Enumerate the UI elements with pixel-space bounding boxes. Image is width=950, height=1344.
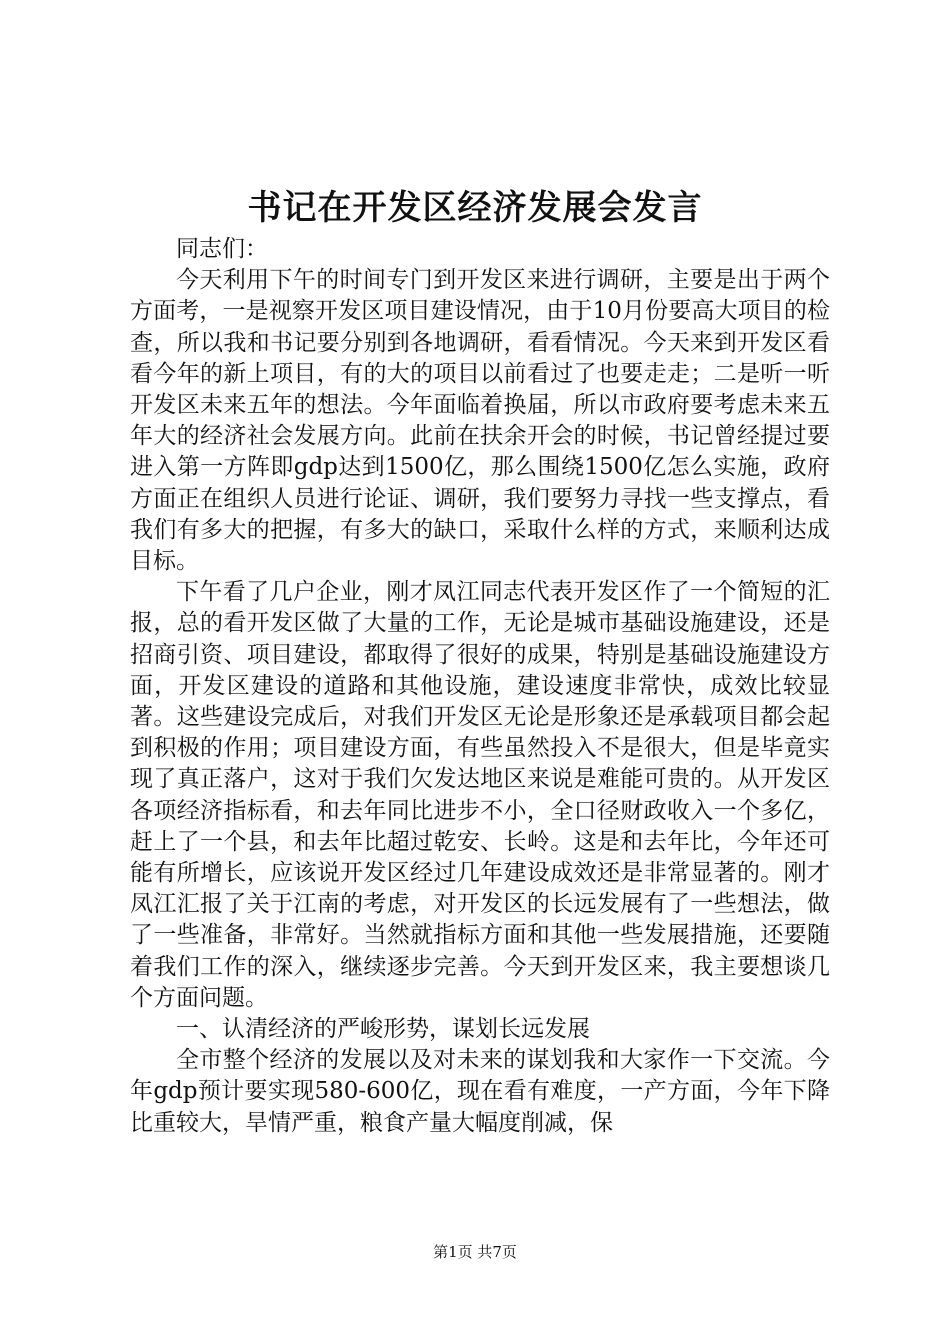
document-body bbox=[130, 234, 830, 1139]
body-paragraph: 全市整个经济的发展以及对未来的谋划我和大家作一下交流。今年gdp预计要实现580-600亿，现在看有难度，一产方面，今年下降比重较大，旱情严重，粮食产量大幅度削减，保 bbox=[130, 1047, 830, 1136]
page-number: 第1页 共7页 bbox=[433, 1243, 517, 1261]
body-paragraph: 今天利用下午的时间专门到开发区来进行调研，主要是出于两个方面考，一是视察开发区项目建设情况，由于10月份要高大项目的检查，所以我和书记要分别到各地调研，看看情况。今天来到开发区看看今年的新上项目，有的大的项目以前看过了也要走走；二是听一听开发区未来五年的想法。今年面临着换届，所以市政府要考虑未来五年大的经济社会发展方向。此前在扶余开会的时候，书记曾经提过要进入第一方阵即gdp达到1500亿，那么围绕1500亿怎么实施，政府方面正在组织人员进行论证、调研，我们要努力寻找一些支撑点，看我们有多大的把握，有多大的缺口，采取什么样的方式，来顺利达成目标。 bbox=[130, 267, 830, 575]
salutation-paragraph: 同志们： bbox=[176, 236, 268, 262]
section-heading: 一、认清经济的严峻形势，谋划长远发展 bbox=[176, 1016, 590, 1043]
body-paragraph: 下午看了几户企业，刚才凤江同志代表开发区作了一个简短的汇报，总的看开发区做了大量的工作，无论是城市基础设施建设，还是招商引资、项目建设，都取得了很好的成果，特别是基础设施建设方面，开发区建设的道路和其他设施，建设速度非常快，成效比较显著。这些建设完成后，对我们开发区无论是形象还是承载项目都会起到积极的作用；项目建设方面，有些虽然投入不是很大，但是毕竟实现了真正落户，这对于我们欠发达地区来说是难能可贵的。从开发区各项经济指标看，和去年同比进步不小，全口径财政收入一个多亿，赶上了一个县，和去年比超过乾安、长岭。这是和去年比，今年还可能有所增长，应该说开发区经过几年建设成效还是非常显著的。刚才凤江汇报了关于江南的考虑，对开发区的长远发展有了一些想法，做了一些准备，非常好。当然就指标方面和其他一些发展措施，还要随着我们工作的深入，继续逐步完善。今天到开发区来，我主要想谈几个方面问题。 bbox=[130, 579, 830, 1011]
document-title: 书记在开发区经济发展会发言 bbox=[247, 188, 703, 228]
